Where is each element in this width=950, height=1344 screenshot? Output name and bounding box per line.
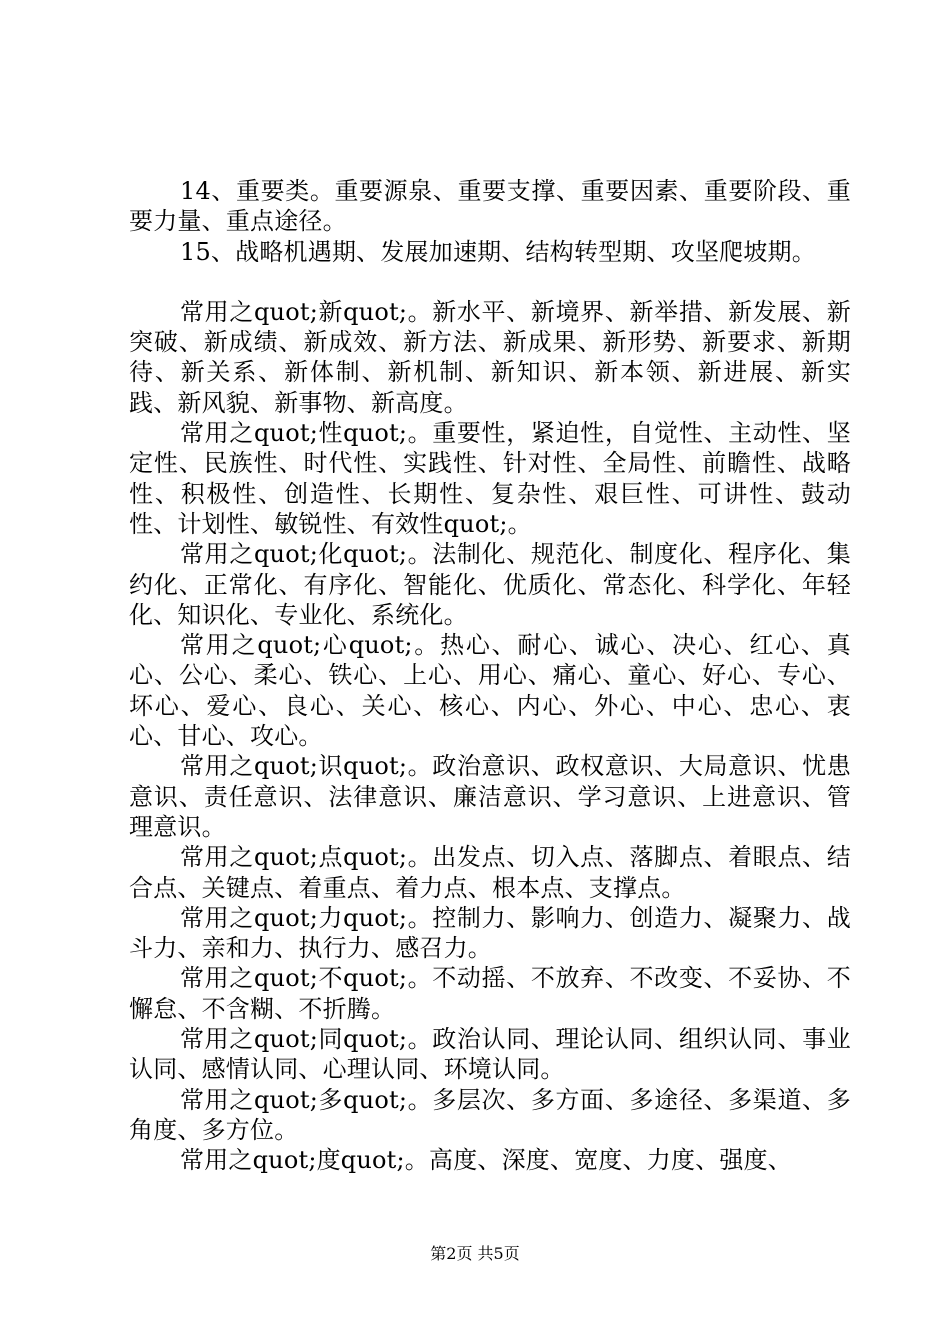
paragraph-du: 常用之quot;度quot;。高度、深度、宽度、力度、强度、 [180,1146,792,1175]
paragraph-dian: 常用之quot;点quot;。出发点、切入点、落脚点、着眼点、结合点、关键点、着重点、着力点、根本点、支撑点。 [129,843,851,902]
paragraph-li: 常用之quot;力quot;。控制力、影响力、创造力、凝聚力、战斗力、亲和力、执行力、感召力。 [129,903,851,963]
paragraph-xin: 常用之quot;新quot;。新水平、新境界、新举措、新发展、新突破、新成绩、新成效、新方法、新成果、新形势、新要求、新期待、新关系、新体制、新机制、新知识、新本领、新进展、新实践、新风貌、新事物、新高度。 [129,297,851,417]
paragraph-shi: 常用之quot;识quot;。政治意识、政权意识、大局意识、忧患意识、责任意识、法律意识、廉洁意识、学习意识、上进意识、管理意识。 [129,752,851,841]
document-body [129,176,851,1176]
paragraph-14: 14、重要类。重要源泉、重要支撑、重要因素、重要阶段、重要力量、重点途径。 [129,177,851,236]
paragraph-tong: 常用之quot;同quot;。政治认同、理论认同、组织认同、事业认同、感情认同、心理认同、环境认同。 [129,1025,851,1084]
paragraph-xing: 常用之quot;性quot;。重要性，紧迫性，自觉性、主动性、坚定性、民族性、时代性、实践性、针对性、全局性、前瞻性、战略性、积极性、创造性、长期性、复杂性、艰巨性、可讲性、鼓动性、计划性、敏锐性、有效性quot;。 [129,419,851,538]
paragraph-xin-heart: 常用之quot;心quot;。热心、耐心、诚心、决心、红心、真心、公心、柔心、铁心、上心、用心、痛心、童心、好心、专心、坏心、爱心、良心、关心、核心、内心、外心、中心、忠心、衷心、甘心、攻心。 [129,631,851,751]
paragraph-duo: 常用之quot;多quot;。多层次、多方面、多途径、多渠道、多角度、多方位。 [129,1085,851,1144]
paragraph-15: 15、战略机遇期、发展加速期、结构转型期、攻坚爬坡期。 [180,237,816,266]
paragraph-hua: 常用之quot;化quot;。法制化、规范化、制度化、程序化、集约化、正常化、有序化、智能化、优质化、常态化、科学化、年轻化、知识化、专业化、系统化。 [129,540,851,629]
paragraph-bu: 常用之quot;不quot;。不动摇、不放弃、不改变、不妥协、不懈怠、不含糊、不折腾。 [129,964,851,1023]
paragraph-gap [129,267,851,297]
page-footer: 第2页 共5页 [430,1244,520,1263]
